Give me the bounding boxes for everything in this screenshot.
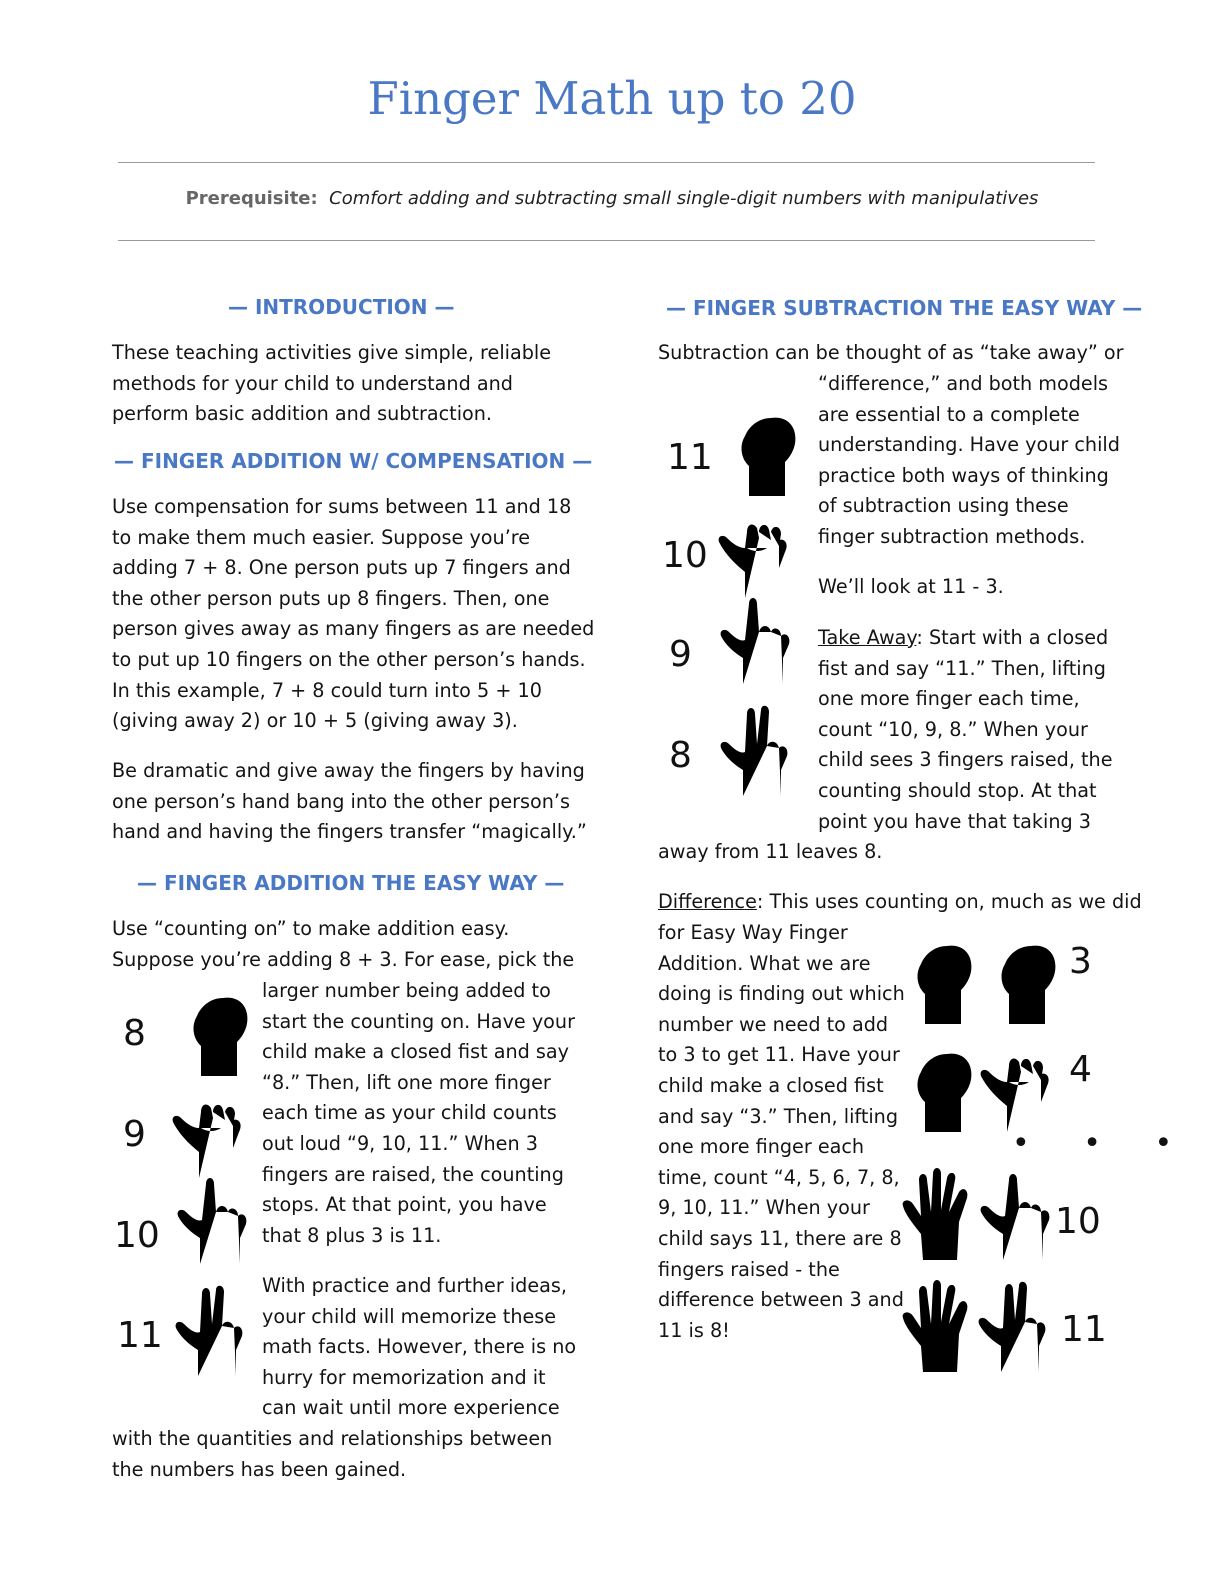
text-line: 9, 10, 11.” When your: [658, 1196, 870, 1220]
text-line: counting should stop. At that: [818, 778, 1097, 802]
prerequisite-text: Comfort adding and subtracting small single-digit numbers with manipulatives: [329, 188, 1039, 209]
text-line: Use “counting on” to make addition easy.: [112, 917, 510, 940]
text-line: “8.” Then, lift one more finger: [262, 1070, 551, 1094]
text-line: child says 11, there are 8: [658, 1226, 902, 1250]
page-title: Finger Math up to 20: [367, 72, 857, 125]
count-number: 11: [1061, 1309, 1107, 1350]
text-line: Addition. What we are: [658, 951, 871, 975]
count-number: 9: [669, 634, 692, 675]
compensation-heading: — FINGER ADDITION W/ COMPENSATION —: [114, 449, 593, 473]
text-line: “difference,” and both models: [818, 372, 1109, 395]
fist-icon: [904, 932, 986, 1028]
difference-text: [658, 918, 905, 1346]
three-finger-hand-icon: [175, 1284, 257, 1380]
text-line: to 3 to get 11. Have your: [658, 1043, 900, 1067]
intro-line: methods for your child to understand and: [112, 371, 513, 395]
count-number: 11: [667, 437, 713, 478]
text-line: fist and say “11.” Then, lifting: [818, 656, 1106, 680]
text-line: difference between 3 and: [658, 1288, 904, 1312]
text-span: : This uses counting on, much as we did: [756, 890, 1142, 913]
text-line: number we need to add: [658, 1012, 889, 1036]
ellipsis: • • •: [1012, 1126, 1195, 1161]
open-hand-icon: [900, 1168, 982, 1264]
text-line: child make a closed fist: [658, 1073, 884, 1097]
text-line: fingers raised - the: [658, 1257, 840, 1281]
count-number: 8: [669, 735, 692, 776]
text-line: point you have that taking 3: [818, 809, 1092, 833]
text-line: Be dramatic and give away the fingers by having: [112, 759, 585, 782]
text-line: child make a closed fist and say: [262, 1040, 569, 1064]
intro-heading: — INTRODUCTION —: [228, 295, 455, 319]
fist-icon: [728, 404, 810, 500]
text-line: understanding. Have your child: [818, 433, 1120, 457]
text-line: to make them much easier. Suppose you’re: [112, 525, 531, 549]
count-number: 10: [1055, 1201, 1101, 1242]
count-number: 10: [114, 1215, 160, 1256]
easy-addition-side-text: [262, 976, 575, 1251]
text-line: larger number being added to: [262, 979, 551, 1002]
text-line: person gives away as many fingers as are needed: [112, 617, 595, 641]
text-line: each time as your child counts: [262, 1101, 557, 1125]
text-line: In this example, 7 + 8 could turn into 5 + 10: [112, 678, 542, 702]
text-span: : Start with a closed: [916, 626, 1109, 649]
difference-label: Difference: [658, 890, 757, 913]
count-number: 8: [123, 1013, 146, 1054]
fist-icon: [988, 932, 1070, 1028]
text-line: for Easy Way Finger: [658, 921, 848, 944]
text-line: can wait until more experience: [262, 1396, 560, 1420]
text-line: out loud “9, 10, 11.” When 3: [262, 1131, 538, 1155]
thumb-up-hand-icon: [978, 1040, 1060, 1136]
text-line: Use compensation for sums between 11 and 18: [112, 495, 572, 518]
prerequisite-label: Prerequisite:: [185, 188, 318, 209]
two-finger-hand-icon: [978, 1168, 1060, 1264]
text-line: child sees 3 fingers raised, the: [818, 748, 1113, 772]
text-line: (giving away 2) or 10 + 5 (giving away 3).: [112, 709, 518, 733]
text-line: hand and having the fingers transfer “magically.”: [112, 820, 587, 844]
easy-addition-side-text-2: [262, 1271, 576, 1424]
subtraction-example: We’ll look at 11 - 3.: [818, 575, 1004, 598]
fist-icon: [180, 984, 262, 1080]
compensation-paragraph-1: [112, 492, 594, 737]
subtraction-side-text: [818, 369, 1120, 553]
text-line: one more finger each: [658, 1135, 865, 1159]
text-line: one person’s hand bang into the other person’s: [112, 789, 571, 813]
text-line: Suppose you’re adding 8 + 3. For ease, pick the: [112, 947, 575, 971]
prerequisite: [0, 188, 1224, 209]
count-number: 10: [662, 535, 708, 576]
intro-line: perform basic addition and subtraction.: [112, 402, 493, 426]
text-line: time, count “4, 5, 6, 7, 8,: [658, 1165, 900, 1189]
intro-text: [112, 338, 551, 430]
text-line: doing is finding out which: [658, 982, 905, 1006]
divider-bottom: [118, 240, 1095, 241]
subtraction-heading: — FINGER SUBTRACTION THE EASY WAY —: [666, 296, 1143, 320]
intro-line: These teaching activities give simple, reliable: [112, 341, 552, 364]
text-line: that 8 plus 3 is 11.: [262, 1223, 442, 1247]
divider-top: [118, 162, 1095, 163]
text-line: with the quantities and relationships between: [112, 1427, 553, 1450]
count-number: 3: [1069, 941, 1092, 982]
difference-first-line: [658, 887, 1142, 918]
text-line: to put up 10 fingers on the other person’s hands.: [112, 647, 586, 671]
text-line: With practice and further ideas,: [262, 1274, 567, 1297]
compensation-paragraph-2: [112, 756, 587, 848]
text-line: 11 is 8!: [658, 1318, 730, 1342]
text-line: your child will memorize these: [262, 1304, 557, 1328]
thumb-up-hand-icon: [170, 1086, 252, 1182]
take-away-text: [818, 623, 1113, 837]
two-finger-hand-icon: [175, 1172, 257, 1268]
text-line: and say “3.” Then, lifting: [658, 1104, 899, 1128]
open-hand-icon: [900, 1280, 982, 1376]
two-finger-hand-icon: [718, 592, 800, 688]
easy-addition-heading: — FINGER ADDITION THE EASY WAY —: [137, 871, 565, 895]
take-away-tail: away from 11 leaves 8.: [658, 840, 883, 863]
text-line: math facts. However, there is no: [262, 1335, 577, 1359]
count-number: 4: [1069, 1049, 1092, 1090]
text-line: finger subtraction methods.: [818, 524, 1086, 548]
text-line: stops. At that point, you have: [262, 1193, 547, 1217]
three-finger-hand-icon: [720, 704, 802, 800]
fist-icon: [904, 1040, 986, 1136]
subtraction-lead: Subtraction can be thought of as “take away” or: [658, 341, 1124, 364]
easy-addition-lead: [112, 914, 574, 975]
three-finger-hand-icon: [978, 1280, 1060, 1376]
easy-addition-tail: [112, 1424, 552, 1485]
text-line: of subtraction using these: [818, 494, 1069, 518]
text-line: count “10, 9, 8.” When your: [818, 717, 1088, 741]
text-line: the other person puts up 8 fingers. Then, one: [112, 586, 550, 610]
count-number: 9: [123, 1114, 146, 1155]
count-number: 11: [117, 1315, 163, 1356]
text-line: start the counting on. Have your: [262, 1009, 575, 1033]
text-line: [818, 623, 1113, 654]
text-line: one more finger each time,: [818, 687, 1080, 711]
text-line: adding 7 + 8. One person puts up 7 fingers and: [112, 556, 571, 580]
text-line: are essential to a complete: [818, 402, 1080, 426]
thumb-up-hand-icon: [716, 506, 798, 602]
text-line: practice both ways of thinking: [818, 463, 1109, 487]
text-line: fingers are raised, the counting: [262, 1162, 564, 1186]
take-away-label: Take Away: [818, 626, 917, 649]
text-line: the numbers has been gained.: [112, 1457, 407, 1481]
text-line: hurry for memorization and it: [262, 1365, 546, 1389]
